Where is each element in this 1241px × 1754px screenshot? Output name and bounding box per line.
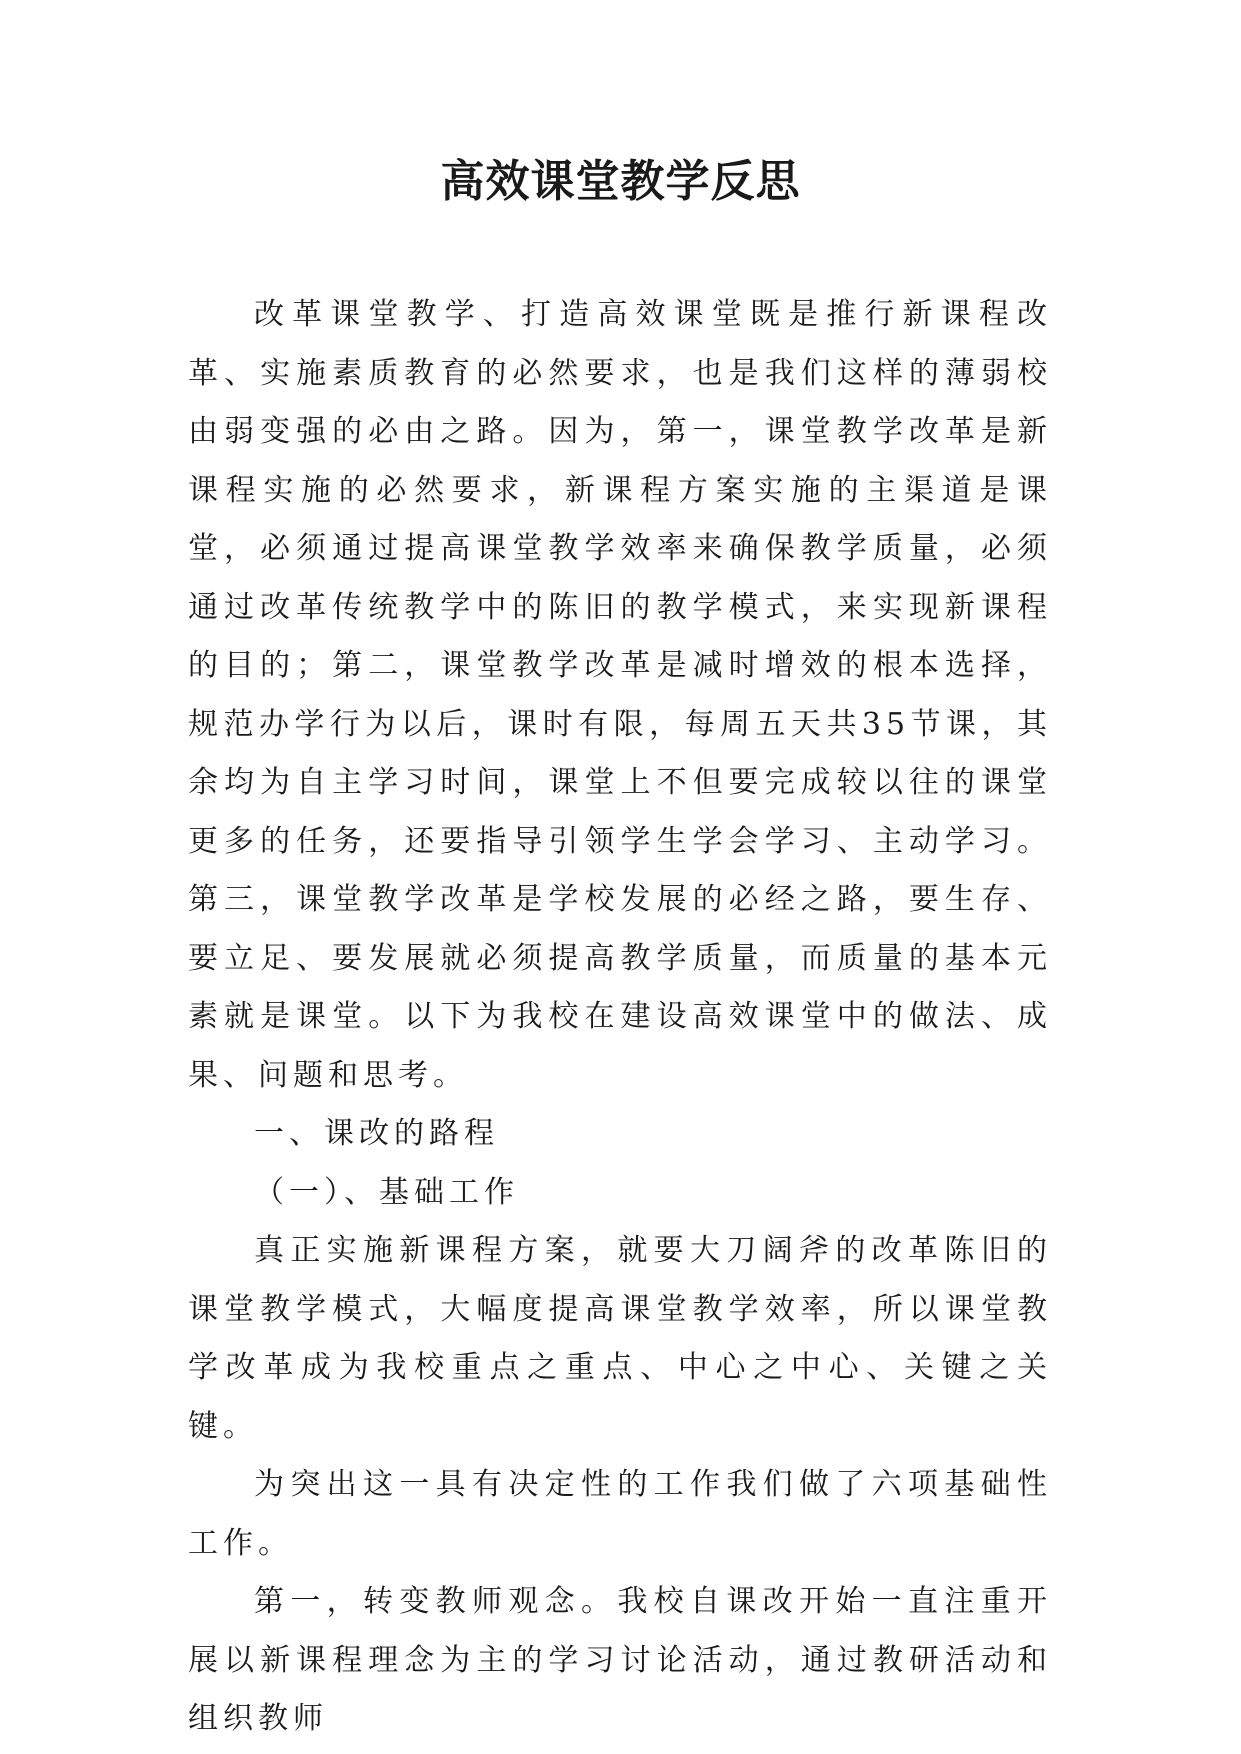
paragraph-six-tasks: 为突出这一具有决定性的工作我们做了六项基础性工作。 (188, 1467, 1052, 1561)
document-body (188, 286, 1052, 1749)
paragraph-first-task: 第一，转变教师观念。我校自课改开始一直注重开展以新课程理念为主的学习讨论活动，通过教研活动和组织教师 (188, 1584, 1052, 1736)
subsection-heading: （一）、基础工作 (254, 1174, 519, 1210)
paragraph-intro: 改革课堂教学、打造高效课堂既是推行新课程改革、实施素质教育的必然要求，也是我们这样的薄弱校由弱变强的必由之路。因为，第一，课堂教学改革是新课程实施的必然要求，新课程方案实施的主渠道是课堂，必须通过提高课堂教学效率来确保教学质量，必须通过改革传统教学中的陈旧的教学模式，来实现新课程的目的；第二，课堂教学改革是减时增效的根本选择，规范办学行为以后，课时有限，每周五天共35节课，其余均为自主学习时间，课堂上不但要完成较以往的课堂更多的任务，还要指导引领学生学会学习、主动学习。第三，课堂教学改革是学校发展的必经之路，要生存、要立足、要发展就必须提高教学质量，而质量的基本元素就是课堂。以下为我校在建设高效课堂中的做法、成果、问题和思考。 (188, 297, 1052, 1093)
document-title: 高效课堂教学反思 (440, 156, 801, 207)
paragraph-reform: 真正实施新课程方案，就要大刀阔斧的改革陈旧的课堂教学模式，大幅度提高课堂教学效率，所以课堂教学改革成为我校重点之重点、中心之中心、关键之关键。 (188, 1233, 1052, 1444)
section-heading: 一、课改的路程 (254, 1116, 499, 1151)
